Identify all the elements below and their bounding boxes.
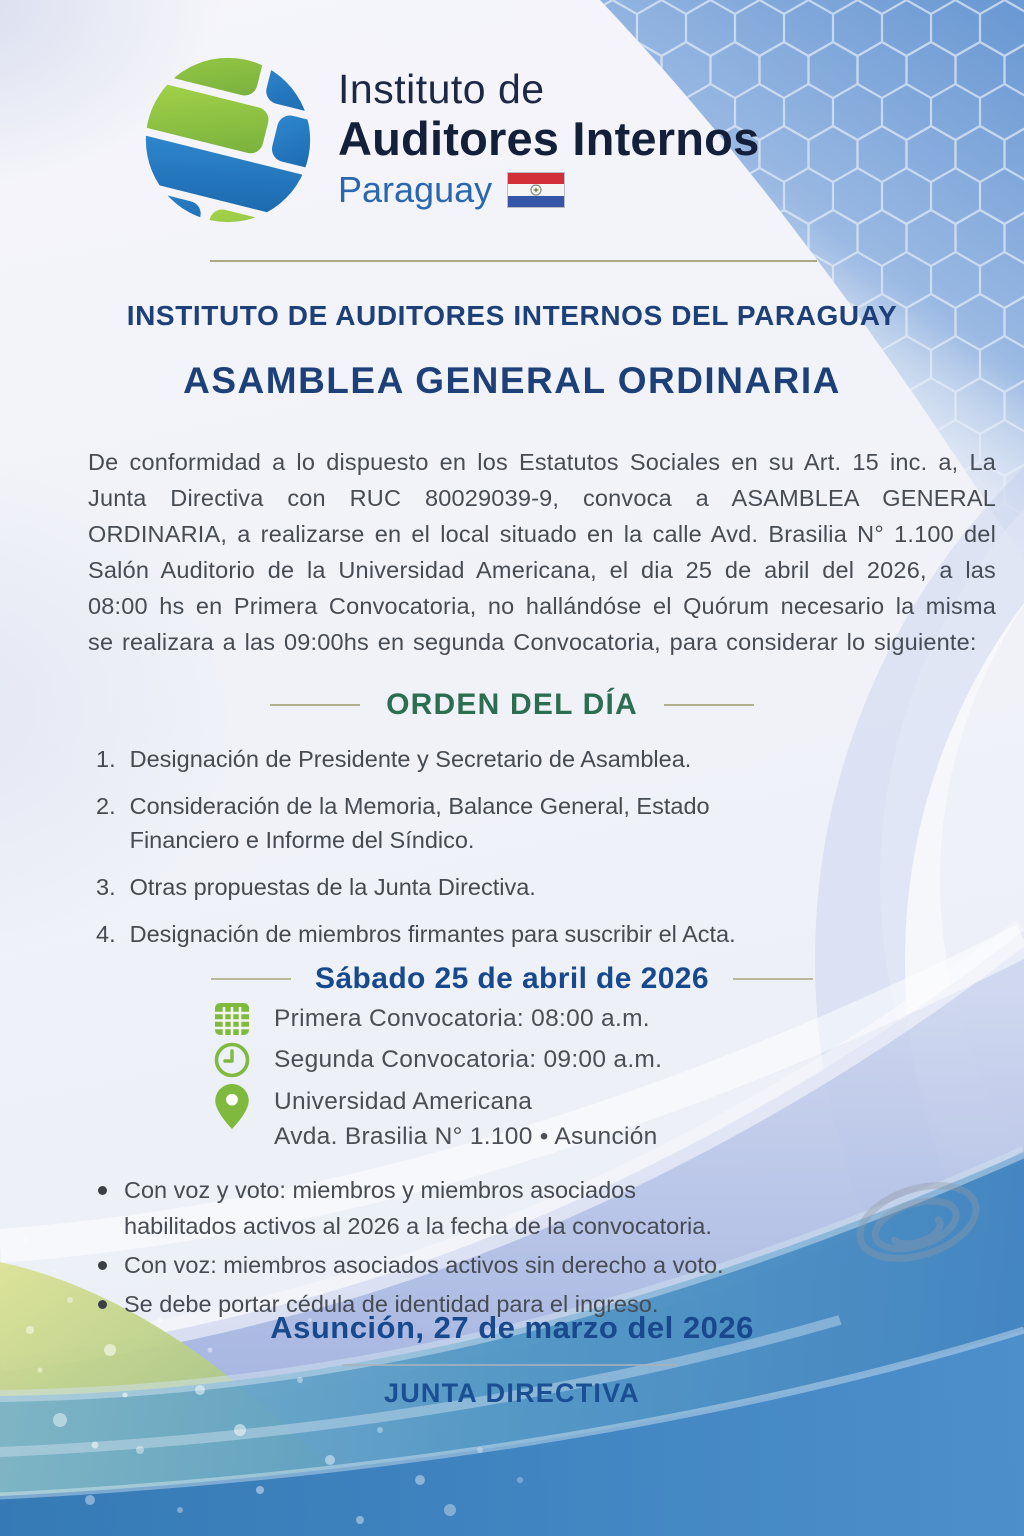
agenda-heading [0, 688, 1024, 722]
event-date-heading [0, 962, 1024, 996]
note-text: Con voz: miembros asociados activos sin derecho a voto. [124, 1252, 724, 1278]
event-details [212, 1002, 662, 1160]
event-venue: Universidad Americana [274, 1088, 533, 1115]
bullet-dot [98, 1261, 107, 1270]
agenda-item-text: Consideración de la Memoria, Balance General, Estado Financiero e Informe del Síndico. [129, 793, 710, 853]
agenda-item-text: Designación de Presidente y Secretario de Asamblea. [129, 746, 692, 772]
notes-list [98, 1172, 988, 1325]
logo-line3: Paraguay [338, 169, 493, 210]
event-date-text: Sábado 25 de abril de 2026 [315, 962, 709, 995]
agenda-item-text: Otras propuestas de la Junta Directiva. [129, 874, 536, 900]
agenda-item [96, 917, 966, 951]
event-row-text: Primera Convocatoria: 08:00 a.m. [274, 1005, 650, 1032]
event-address: Avda. Brasilia N° 1.100 • Asunción [274, 1123, 658, 1150]
logo-line2: Auditores Internos [338, 112, 760, 165]
logo-text [338, 66, 759, 210]
agenda-item-number: 2. [96, 793, 116, 819]
heading-line-left [270, 704, 360, 706]
agenda-item-number: 4. [96, 921, 116, 947]
footer-divider [342, 1364, 678, 1366]
signature: JUNTA DIRECTIVA [383, 1378, 640, 1408]
heading-line-right [733, 978, 813, 980]
intro-paragraph: De conformidad a lo dispuesto en los Estatutos Sociales en su Art. 15 inc. a, La Junta Directiva con RUC 80029039-9, convoca a ASAMBLEA GENERAL ORDINARIA, a realizarse en el local situado en la calle Avd. Brasilia N° 1.100 del Salón Auditorio de la Universidad Americana, el dia 25 de abril del 2026, a las 08:00 hs en Primera Convocatoria, no hallándóse el Quórum necesario la misma se realizara a las 09:00hs en segunda Convocatoria, para considerar lo siguiente: [88, 449, 996, 655]
org-title: INSTITUTO DE AUDITORES INTERNOS DEL PARAGUAY [126, 300, 898, 331]
event-row [212, 1084, 662, 1154]
note-text: Con voz y voto: miembros y miembros asociados habilitados activos al 2026 a la fecha de la convocatoria. [124, 1177, 712, 1239]
bullet-dot [98, 1300, 107, 1309]
event-row [212, 1002, 662, 1036]
calendar-icon [212, 1002, 252, 1036]
note-item [98, 1172, 988, 1244]
logo-line1: Instituto de [338, 66, 545, 112]
note-text: Se debe portar cédula de identidad para el ingreso. [124, 1291, 659, 1317]
agenda-item-number: 1. [96, 746, 116, 772]
event-row-text: Segunda Convocatoria: 09:00 a.m. [274, 1046, 663, 1073]
heading-line-left [211, 978, 291, 980]
note-item [98, 1247, 988, 1283]
clock-icon [212, 1042, 252, 1078]
gold-divider [210, 260, 817, 262]
globe-logo-icon [138, 50, 318, 226]
agenda-item [96, 870, 966, 904]
agenda-heading-text: ORDEN DEL DÍA [386, 688, 638, 721]
agenda-item [96, 789, 966, 857]
agenda-item-number: 3. [96, 874, 116, 900]
footer-date: Asunción, 27 de marzo del 2026 [270, 1310, 754, 1345]
event-row [212, 1042, 662, 1078]
bullet-dot [98, 1186, 107, 1195]
agenda-list [96, 742, 966, 964]
heading-line-right [664, 704, 754, 706]
location-pin-icon [212, 1084, 252, 1130]
paraguay-flag-icon [507, 172, 565, 208]
logo [138, 50, 759, 226]
agenda-item [96, 742, 966, 776]
agenda-item-text: Designación de miembros firmantes para suscribir el Acta. [129, 921, 736, 947]
document-title: ASAMBLEA GENERAL ORDINARIA [183, 360, 841, 401]
